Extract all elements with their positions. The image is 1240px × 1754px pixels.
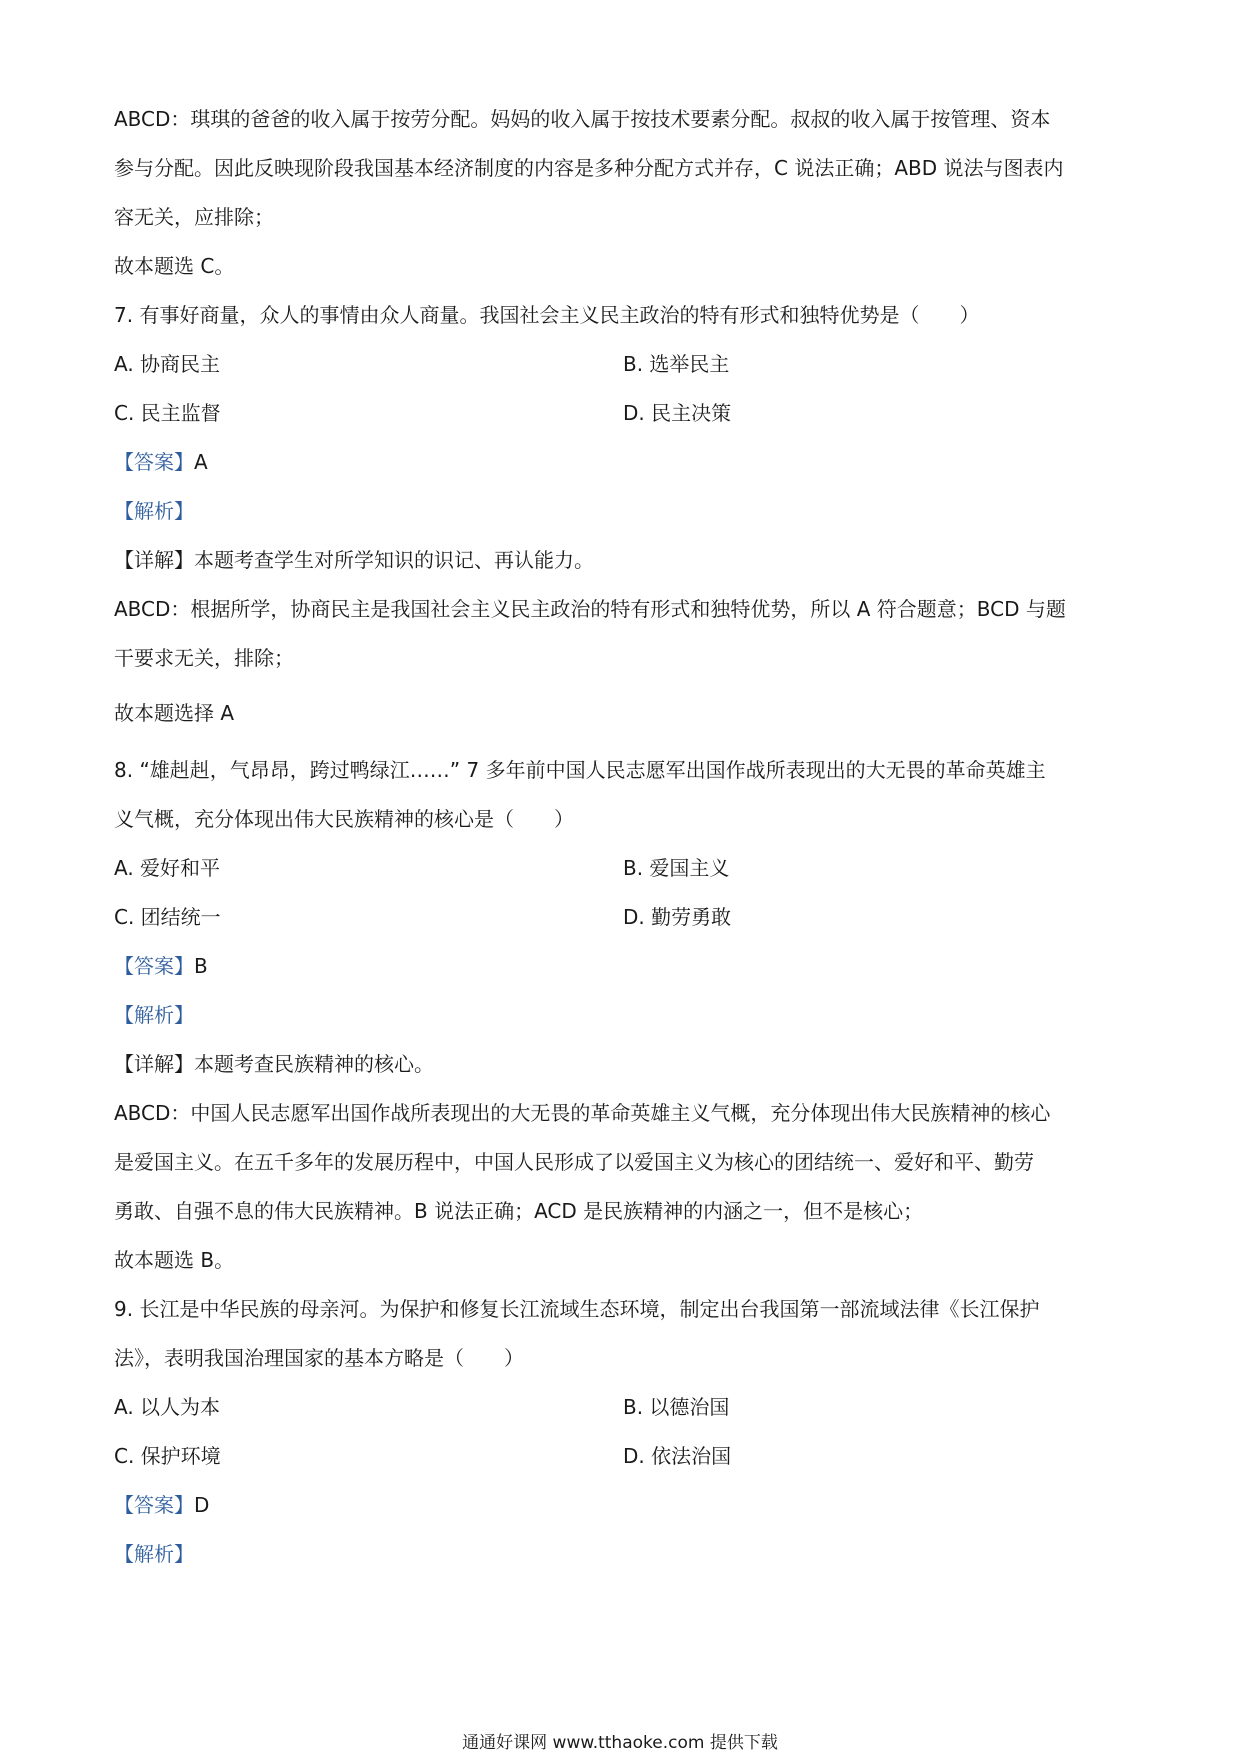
question-8: 8. “雄赳赳，气昂昂，跨过鸭绿江……” 7 多年前中国人民志愿军出国作战所表现出的大无畏的革命英雄主	[114, 758, 1046, 782]
text-line: 勇敢、自强不息的伟大民族精神。B 说法正确；ACD 是民族精神的内涵之一，但不是核心；	[114, 1199, 924, 1223]
detail-text: 本题考查民族精神的核心。	[194, 1052, 434, 1076]
text-line: 干要求无关，排除；	[114, 646, 294, 670]
answer-value: B	[194, 954, 208, 978]
detail-line	[114, 547, 594, 573]
text-line: 故本题选 B。	[114, 1248, 235, 1272]
question-7: 7. 有事好商量，众人的事情由众人商量。我国社会主义民主政治的特有形式和独特优势是（ ）	[114, 303, 980, 327]
question-9: 9. 长江是中华民族的母亲河。为保护和修复长江流域生态环境，制定出台我国第一部流域法律《长江保护	[114, 1297, 1040, 1321]
text-line: 容无关，应排除；	[114, 205, 274, 229]
option-a: A. 以人为本	[114, 1395, 221, 1419]
analysis-tag: 【解析】	[114, 1003, 194, 1027]
option-a: A. 协商民主	[114, 352, 221, 376]
answer-value: D	[194, 1493, 210, 1517]
option-b: B. 爱国主义	[623, 856, 730, 880]
option-d: D. 依法治国	[623, 1444, 732, 1468]
option-d: D. 民主决策	[623, 401, 732, 425]
option-c: C. 保护环境	[114, 1444, 221, 1468]
detail-tag: 【详解】	[114, 548, 194, 572]
answer-tag: 【答案】	[114, 954, 194, 978]
option-b: B. 选举民主	[623, 352, 730, 376]
text-line: 参与分配。因此反映现阶段我国基本经济制度的内容是多种分配方式并存，C 说法正确；ABD 说法与图表内	[114, 156, 1064, 180]
answer-line	[114, 449, 208, 475]
detail-tag: 【详解】	[114, 1052, 194, 1076]
analysis-tag: 【解析】	[114, 499, 194, 523]
text-line: ABCD：根据所学，协商民主是我国社会主义民主政治的特有形式和独特优势，所以 A 符合题意；BCD 与题	[114, 597, 1066, 621]
analysis-tag: 【解析】	[114, 1542, 194, 1566]
option-b: B. 以德治国	[623, 1395, 730, 1419]
answer-line	[114, 953, 208, 979]
option-c: C. 民主监督	[114, 401, 221, 425]
answer-tag: 【答案】	[114, 450, 194, 474]
footer-watermark: 通通好课网 www.tthaoke.com 提供下载	[462, 1733, 778, 1753]
detail-line	[114, 1051, 434, 1077]
question-8-cont: 义气概，充分体现出伟大民族精神的核心是（ ）	[114, 807, 574, 831]
detail-text: 本题考查学生对所学知识的识记、再认能力。	[194, 548, 594, 572]
answer-line	[114, 1492, 209, 1518]
text-line: ABCD：琪琪的爸爸的收入属于按劳分配。妈妈的收入属于按技术要素分配。叔叔的收入属于按管理、资本	[114, 107, 1051, 131]
option-d: D. 勤劳勇敢	[623, 905, 732, 929]
option-c: C. 团结统一	[114, 905, 221, 929]
text-line: 故本题选 C。	[114, 254, 235, 278]
answer-value: A	[194, 450, 208, 474]
text-line: ABCD：中国人民志愿军出国作战所表现出的大无畏的革命英雄主义气概，充分体现出伟大民族精神的核心	[114, 1101, 1051, 1125]
option-a: A. 爱好和平	[114, 856, 221, 880]
text-line: 故本题选择 A	[114, 701, 235, 725]
question-9-cont: 法》，表明我国治理国家的基本方略是（ ）	[114, 1346, 524, 1370]
answer-tag: 【答案】	[114, 1493, 194, 1517]
text-line: 是爱国主义。在五千多年的发展历程中，中国人民形成了以爱国主义为核心的团结统一、爱好和平、勤劳	[114, 1150, 1034, 1174]
